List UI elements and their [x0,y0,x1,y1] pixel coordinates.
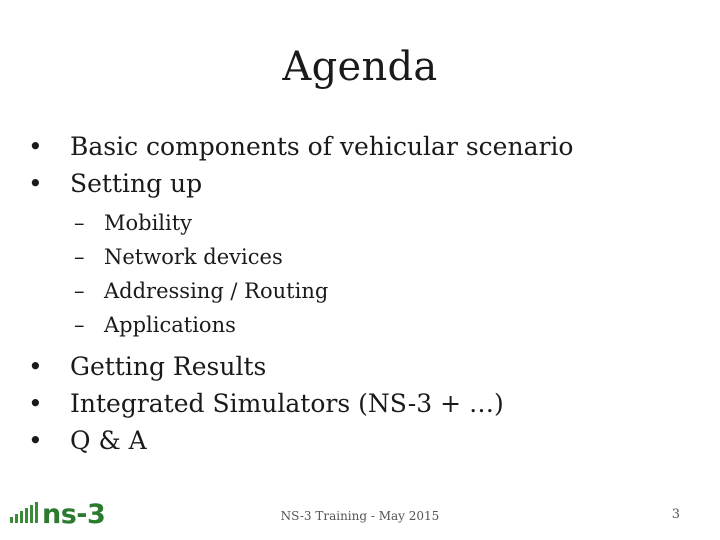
sub-bullet-item [28,308,688,342]
sub-bullet-text: Applications [104,313,236,337]
bullet-item [28,385,688,422]
sub-bullet-marker: – [74,211,85,235]
bullet-text: Q & A [70,426,147,455]
sub-bullet-item [28,240,688,274]
logo-text: ns-3 [42,499,106,530]
sub-bullet-marker: – [74,313,85,337]
footer-text: NS-3 Training - May 2015 [280,509,440,523]
bullet-text: Basic components of vehicular scenario [70,132,574,161]
sub-bullet-text: Network devices [104,245,283,269]
bullet-marker: • [28,426,43,455]
sub-bullet-item [28,206,688,240]
sub-bullet-text: Addressing / Routing [104,279,329,303]
bullet-item [28,348,688,385]
sub-bullet-item [28,274,688,308]
bullet-text: Integrated Simulators (NS-3 + …) [70,389,504,418]
bullet-marker: • [28,352,43,381]
bullet-marker: • [28,169,43,198]
sub-bullet-marker: – [74,245,85,269]
bullet-text: Setting up [70,169,203,198]
bullet-item [28,165,688,202]
bullet-marker: • [28,389,43,418]
slide-title: Agenda [282,44,438,90]
bullet-text: Getting Results [70,352,267,381]
bullet-item [28,422,688,459]
bullet-marker: • [28,132,43,161]
bullet-list [28,128,688,459]
page-number: 3 [671,507,680,522]
bullet-item [28,128,688,165]
sub-bullet-text: Mobility [104,211,193,235]
sub-bullet-marker: – [74,279,85,303]
